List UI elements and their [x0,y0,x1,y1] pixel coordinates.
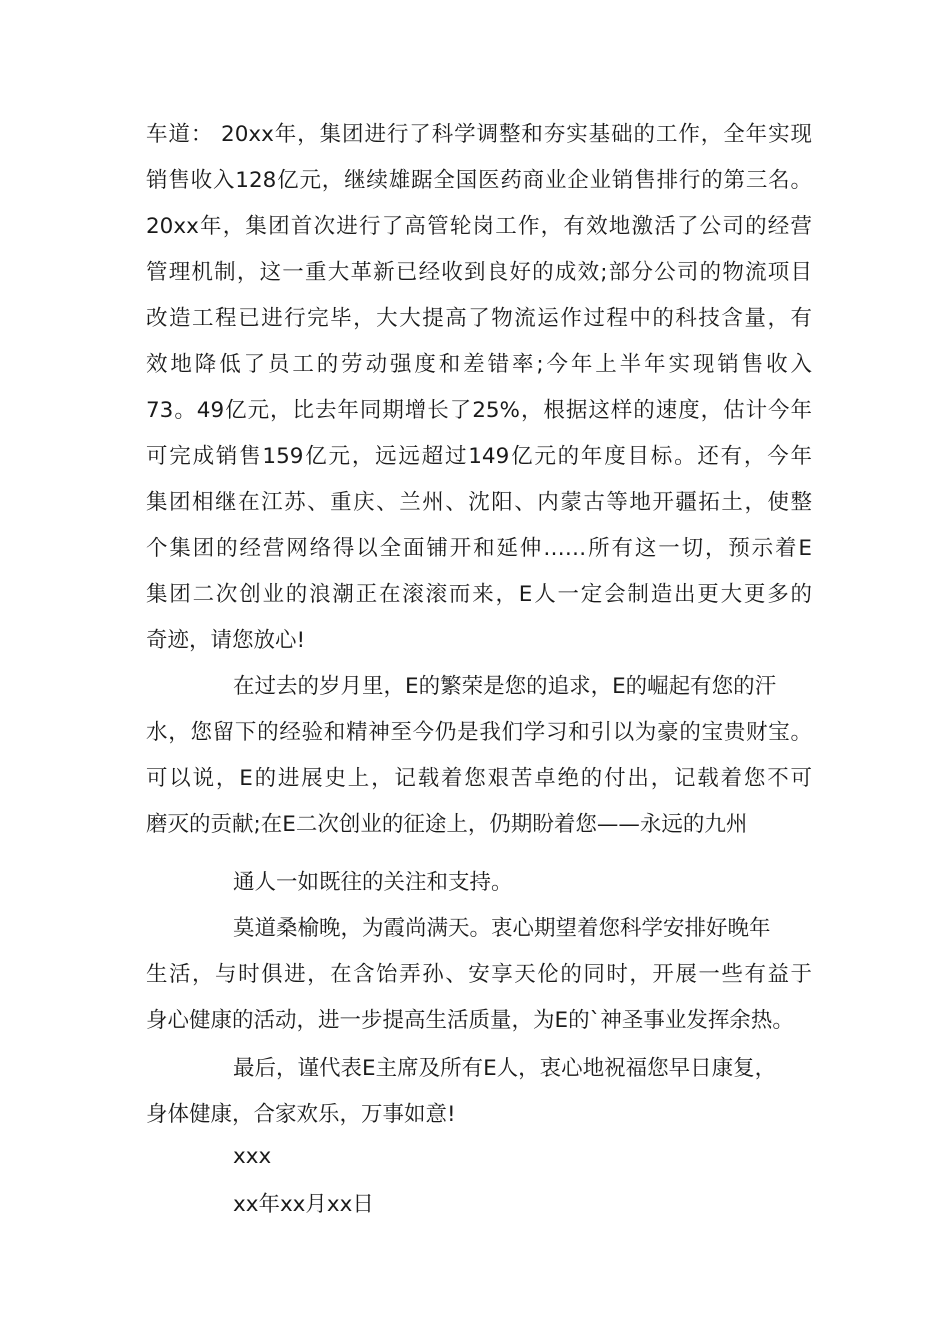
text-line: 效地降低了员工的劳动强度和差错率;今年上半年实现销售收入 [146,352,812,377]
paragraph-wishes-retirement [146,906,812,1044]
signature-name: xxx [233,1144,272,1169]
text-line: 在过去的岁月里，E的繁荣是您的追求，E的崛起有您的汗 [233,674,777,699]
text-line: 水，您留下的经验和精神至今仍是我们学习和引以为豪的宝贵财宝。 [146,720,812,745]
text-line: 身心健康的活动，进一步提高生活质量，为E的`神圣事业发挥余热。 [146,1008,794,1033]
text-line: 通人一如既往的关注和支持。 [233,870,513,895]
text-line: 可完成销售159亿元，远远超过149亿元的年度目标。还有，今年 [146,444,812,469]
paragraph-gratitude [146,664,812,848]
text-line: 个集团的经营网络得以全面铺开和延伸……所有这一切，预示着E [146,536,812,561]
text-line: 20xx年，集团首次进行了高管轮岗工作，有效地激活了公司的经营 [146,214,812,239]
text-line: 生活，与时俱进，在含饴弄孙、安享天伦的同时，开展一些有益于 [146,962,812,987]
text-line: 改造工程已进行完毕，大大提高了物流运作过程中的科技含量，有 [146,306,812,331]
paragraph-support [146,860,812,906]
paragraph-closing-wishes [146,1046,812,1138]
text-line: 管理机制，这一重大革新已经收到良好的成效;部分公司的物流项目 [146,260,812,285]
text-line: 集团二次创业的浪潮正在滚滚而来，E人一定会制造出更大更多的 [146,582,812,607]
text-line: 73。49亿元，比去年同期增长了25%，根据这样的速度，估计今年 [146,398,812,423]
text-line: 莫道桑榆晚，为霞尚满天。衷心期望着您科学安排好晚年 [233,916,771,941]
text-line: 可以说，E的进展史上，记载着您艰苦卓绝的付出，记载着您不可 [146,766,812,791]
text-line: 销售收入128亿元，继续雄踞全国医药商业企业销售排行的第三名。 [146,168,812,193]
text-line: 身体健康，合家欢乐，万事如意! [146,1102,456,1127]
text-line: 集团相继在江苏、重庆、兰州、沈阳、内蒙古等地开疆拓土，使整 [146,490,812,515]
text-line: 奇迹，请您放心! [146,628,306,653]
text-line: 磨灭的贡献;在E二次创业的征途上，仍期盼着您——永远的九州 [146,812,748,837]
text-line: 车道： 20xx年，集团进行了科学调整和夯实基础的工作，全年实现 [146,122,812,147]
signature-date: xx年xx月xx日 [233,1192,374,1217]
text-line: 最后，谨代表E主席及所有E人，衷心地祝福您早日康复， [233,1056,777,1081]
paragraph-company-achievements [146,112,812,664]
